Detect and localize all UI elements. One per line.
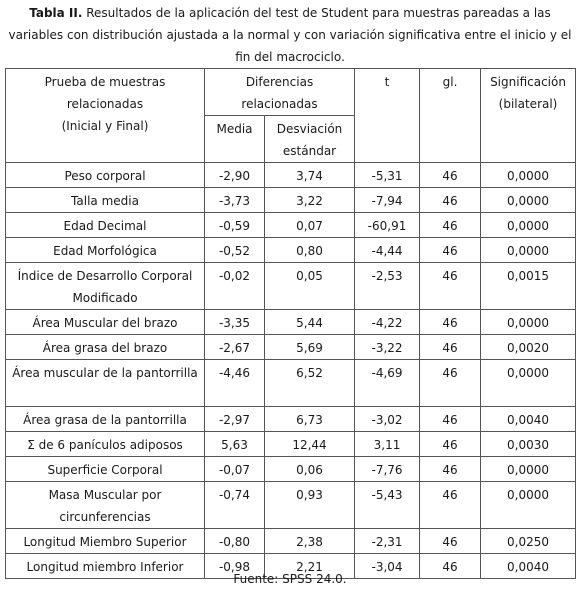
cell-media: -0,80: [205, 529, 265, 554]
cell-media: -0,52: [205, 238, 265, 263]
header-desviacion: Desviación estándar: [265, 116, 355, 163]
cell-prueba: Área Muscular del brazo: [6, 310, 205, 335]
cell-t: -2,31: [355, 529, 420, 554]
header-t: t: [355, 69, 420, 163]
cell-t: -5,31: [355, 163, 420, 188]
cell-gl: 46: [420, 529, 481, 554]
caption-text: Resultados de la aplicación del test de Student para muestras pareadas a las variables con distribución ajustada a la normal y con variación significativa entre el inicio y el fin del macrociclo.: [8, 6, 572, 64]
header-prueba: [6, 69, 205, 163]
cell-media: -3,35: [205, 310, 265, 335]
header-gl: gl.: [420, 69, 481, 163]
cell-media: -3,73: [205, 188, 265, 213]
table-row: [6, 335, 576, 360]
cell-prueba: Índice de Desarrollo Corporal Modificado: [6, 263, 205, 310]
cell-significacion: 0,0000: [481, 457, 576, 482]
cell-media: -0,74: [205, 482, 265, 529]
header-prueba-line-1: Prueba de muestras: [44, 75, 166, 89]
cell-significacion: 0,0030: [481, 432, 576, 457]
header-significacion: Significación (bilateral): [481, 69, 576, 163]
cell-media: -0,98: [205, 554, 265, 579]
table-row: [6, 432, 576, 457]
cell-significacion: 0,0040: [481, 407, 576, 432]
cell-gl: 46: [420, 335, 481, 360]
cell-desviacion: 2,38: [265, 529, 355, 554]
table-row: [6, 457, 576, 482]
cell-prueba: Peso corporal: [6, 163, 205, 188]
header-prueba-line-3: (Inicial y Final): [61, 119, 149, 133]
table-body: [6, 163, 576, 579]
cell-desviacion: 12,44: [265, 432, 355, 457]
cell-t: -60,91: [355, 213, 420, 238]
caption-label: Tabla II.: [29, 6, 83, 20]
cell-gl: 46: [420, 432, 481, 457]
cell-desviacion: 0,05: [265, 263, 355, 310]
cell-prueba: Talla media: [6, 188, 205, 213]
cell-media: -2,97: [205, 407, 265, 432]
cell-media: -2,67: [205, 335, 265, 360]
cell-media: -2,90: [205, 163, 265, 188]
cell-desviacion: 0,06: [265, 457, 355, 482]
cell-significacion: 0,0020: [481, 335, 576, 360]
cell-t: -4,22: [355, 310, 420, 335]
cell-prueba: Edad Morfológica: [6, 238, 205, 263]
cell-prueba: Área grasa del brazo: [6, 335, 205, 360]
table-row: [6, 360, 576, 407]
cell-prueba: Área grasa de la pantorrilla: [6, 407, 205, 432]
cell-desviacion: 0,93: [265, 482, 355, 529]
cell-significacion: 0,0000: [481, 213, 576, 238]
table-row: [6, 213, 576, 238]
cell-gl: 46: [420, 213, 481, 238]
cell-media: -0,02: [205, 263, 265, 310]
cell-desviacion: 3,74: [265, 163, 355, 188]
cell-desviacion: 2,21: [265, 554, 355, 579]
cell-significacion: 0,0040: [481, 554, 576, 579]
table-row: [6, 263, 576, 310]
cell-media: -0,59: [205, 213, 265, 238]
cell-t: -2,53: [355, 263, 420, 310]
cell-significacion: 0,0000: [481, 310, 576, 335]
cell-prueba: Longitud Miembro Superior: [6, 529, 205, 554]
table-row: [6, 482, 576, 529]
header-diferencias: Diferencias relacionadas: [205, 69, 355, 116]
cell-prueba: Σ de 6 panículos adiposos: [6, 432, 205, 457]
cell-significacion: 0,0000: [481, 238, 576, 263]
cell-significacion: 0,0000: [481, 188, 576, 213]
cell-t: -3,02: [355, 407, 420, 432]
cell-prueba: Área muscular de la pantorrilla: [6, 360, 205, 407]
cell-prueba: Masa Muscular por circunferencias: [6, 482, 205, 529]
cell-gl: 46: [420, 188, 481, 213]
table-row: [6, 310, 576, 335]
cell-significacion: 0,0000: [481, 482, 576, 529]
cell-significacion: 0,0015: [481, 263, 576, 310]
cell-significacion: 0,0000: [481, 360, 576, 407]
cell-t: -5,43: [355, 482, 420, 529]
cell-gl: 46: [420, 310, 481, 335]
cell-prueba: Superficie Corporal: [6, 457, 205, 482]
cell-desviacion: 6,73: [265, 407, 355, 432]
cell-desviacion: 3,22: [265, 188, 355, 213]
table-row: [6, 188, 576, 213]
table-row: [6, 529, 576, 554]
cell-prueba: Longitud miembro Inferior: [6, 554, 205, 579]
cell-media: -0,07: [205, 457, 265, 482]
cell-t: -4,69: [355, 360, 420, 407]
cell-desviacion: 0,07: [265, 213, 355, 238]
cell-prueba: Edad Decimal: [6, 213, 205, 238]
table-caption: [5, 2, 575, 68]
cell-t: -4,44: [355, 238, 420, 263]
header-media: Media: [205, 116, 265, 163]
cell-t: -7,76: [355, 457, 420, 482]
cell-gl: 46: [420, 238, 481, 263]
table-row: [6, 238, 576, 263]
cell-media: 5,63: [205, 432, 265, 457]
cell-desviacion: 5,69: [265, 335, 355, 360]
cell-gl: 46: [420, 457, 481, 482]
table-row: [6, 163, 576, 188]
cell-gl: 46: [420, 360, 481, 407]
cell-desviacion: 5,44: [265, 310, 355, 335]
header-prueba-line-2: relacionadas: [66, 97, 144, 111]
cell-desviacion: 0,80: [265, 238, 355, 263]
cell-t: 3,11: [355, 432, 420, 457]
cell-significacion: 0,0000: [481, 163, 576, 188]
table-source: Fuente: SPSS 24.0.: [233, 572, 347, 586]
cell-gl: 46: [420, 407, 481, 432]
cell-desviacion: 6,52: [265, 360, 355, 407]
cell-gl: 46: [420, 263, 481, 310]
cell-t: -3,22: [355, 335, 420, 360]
cell-media: -4,46: [205, 360, 265, 407]
cell-t: -3,04: [355, 554, 420, 579]
cell-significacion: 0,0250: [481, 529, 576, 554]
table-row: [6, 407, 576, 432]
cell-t: -7,94: [355, 188, 420, 213]
header-row-1: [6, 69, 576, 116]
cell-gl: 46: [420, 554, 481, 579]
cell-gl: 46: [420, 482, 481, 529]
results-table: [5, 68, 576, 579]
cell-gl: 46: [420, 163, 481, 188]
